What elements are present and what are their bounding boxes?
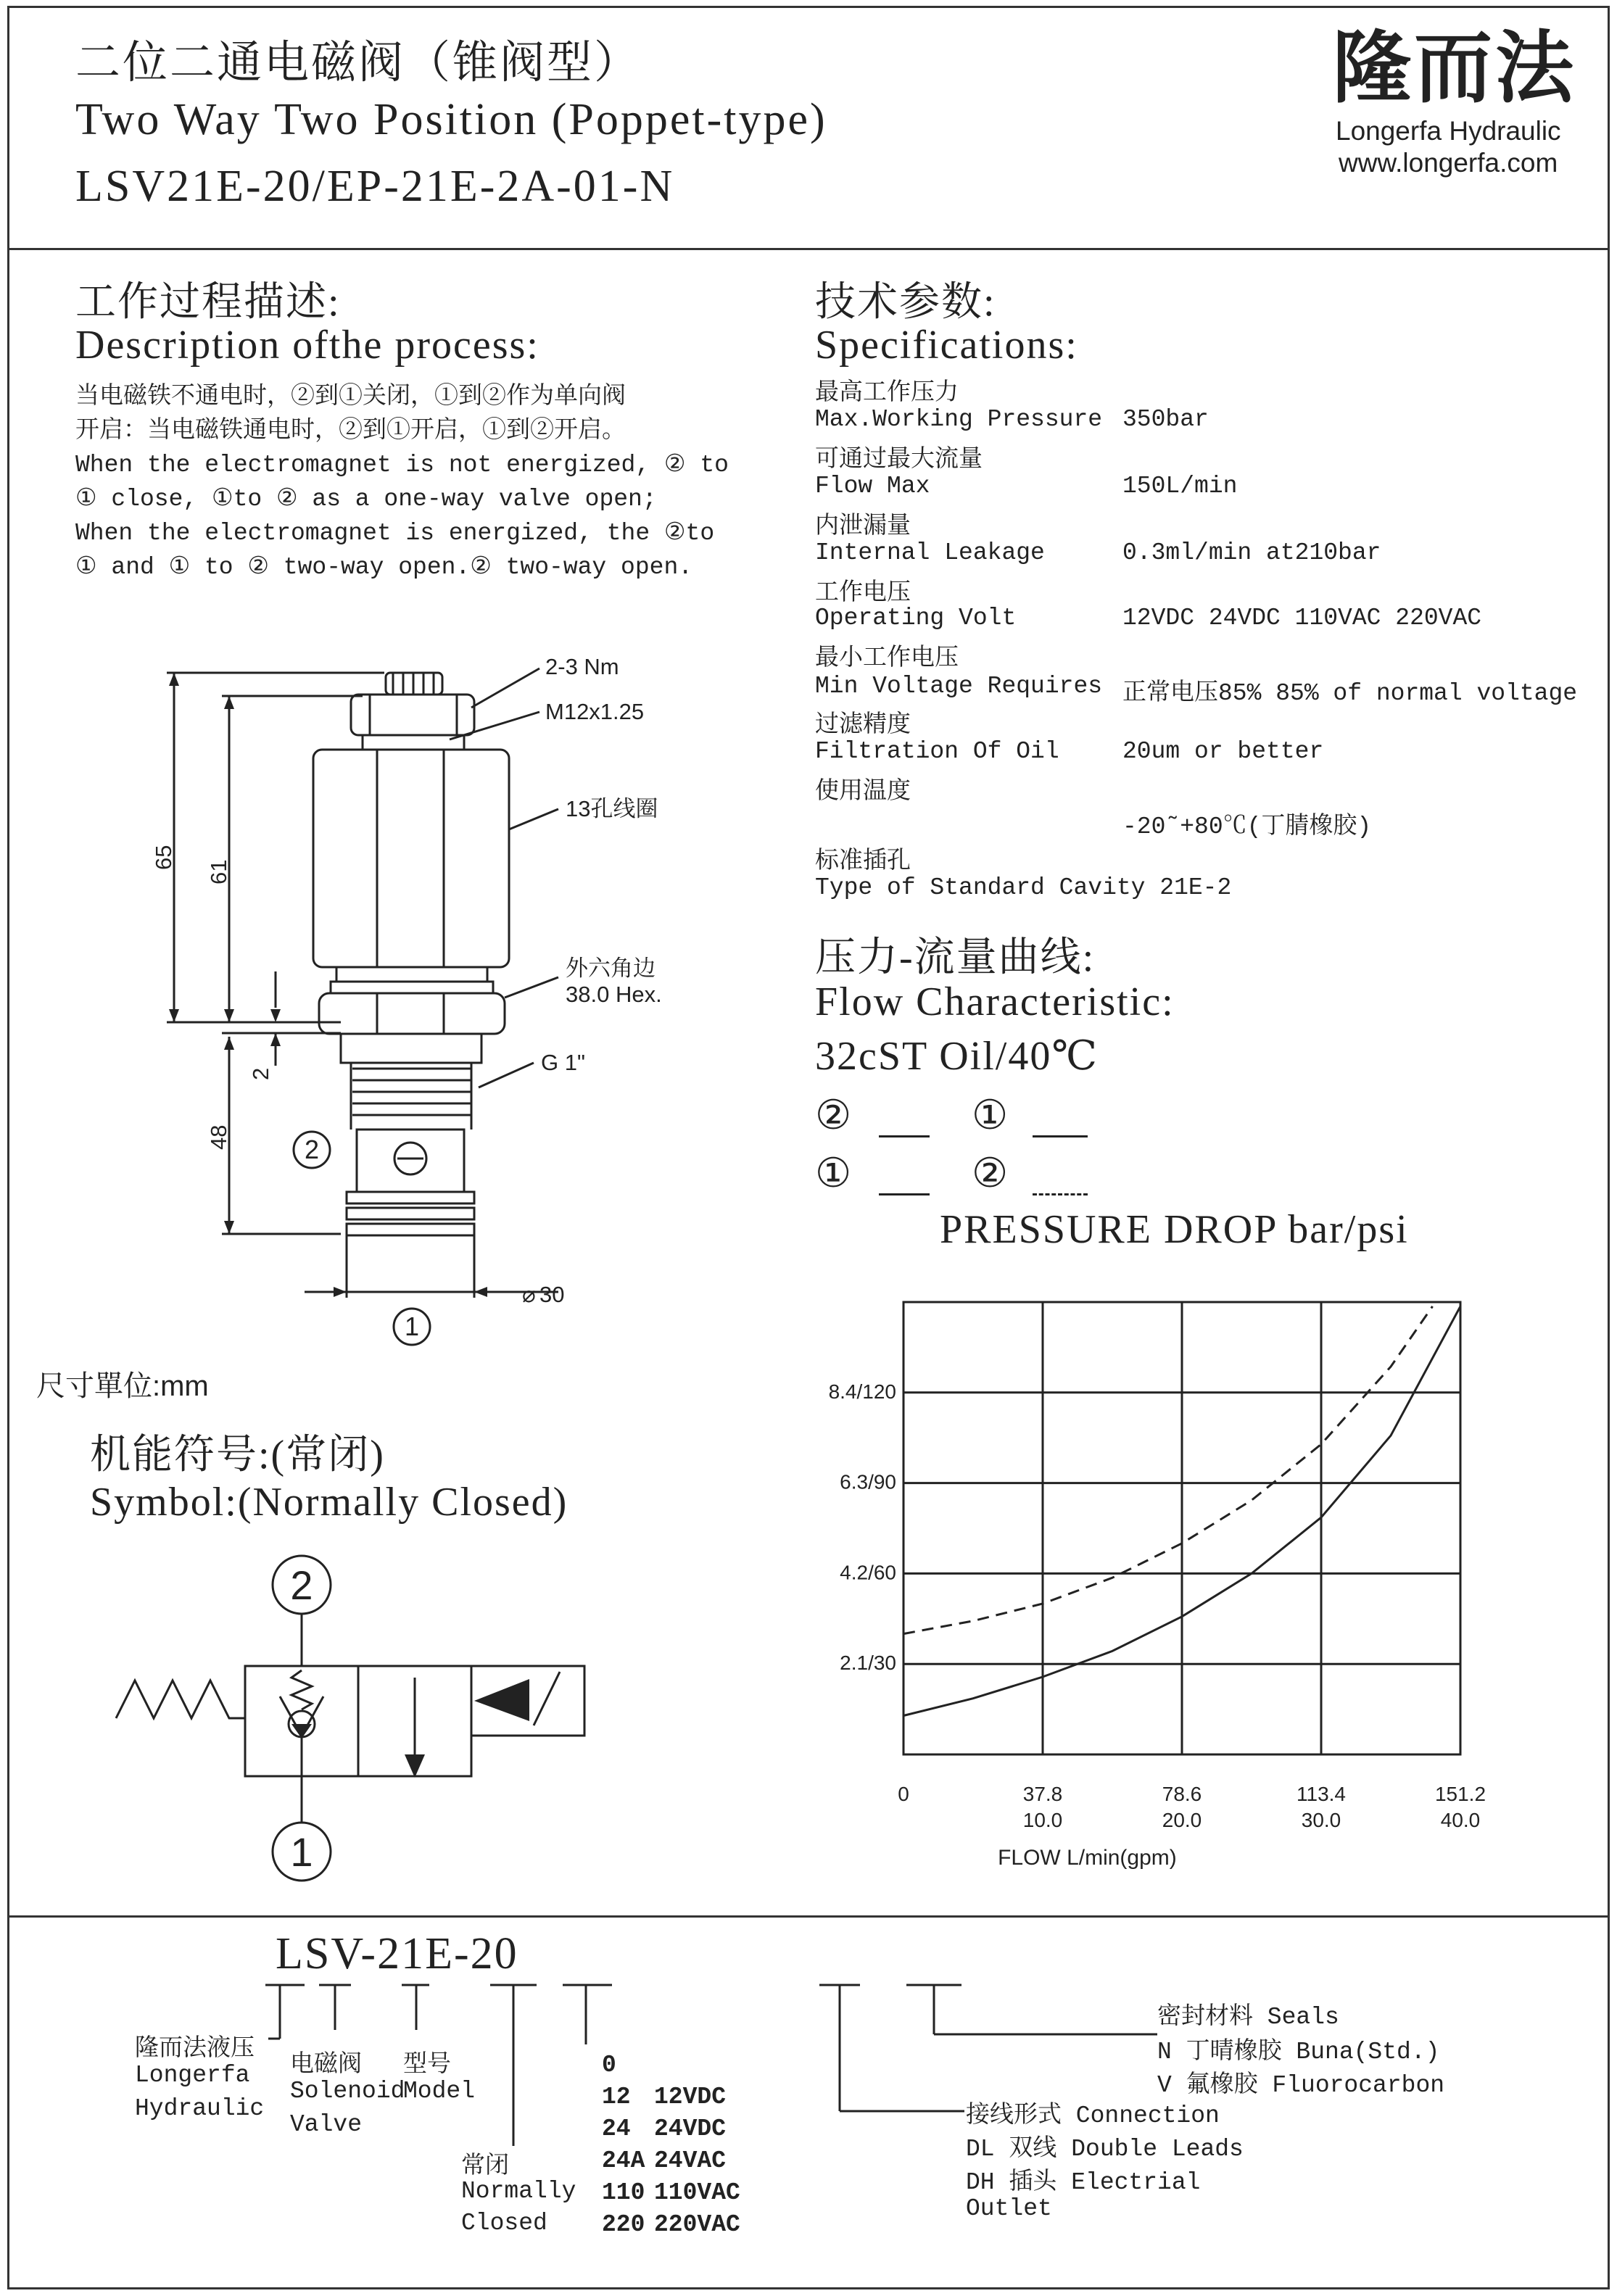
chart-y-tick: 8.4/120 [828, 1380, 896, 1403]
chart-x-tick-lpm: 151.2 [1434, 1783, 1486, 1805]
spec-cn: 使用温度 [815, 779, 911, 805]
solenoid-en-1: Solenoid [290, 2078, 405, 2105]
spec-value: 150L/min [1122, 473, 1238, 500]
solenoid-cn: 电磁阀 [290, 2052, 362, 2079]
spec-en: Internal Leakage [815, 539, 1045, 566]
spec-value: 350bar [1122, 406, 1209, 433]
description-line: ① and ① to ② two-way open.② two-way open. [75, 554, 693, 581]
spec-value: 12VDC 24VDC 110VAC 220VAC [1122, 605, 1482, 631]
label-diameter-symbol: ⌀ [522, 1282, 536, 1307]
label-port-thread: G 1" [541, 1050, 585, 1075]
logo-english: Longerfa Hydraulic [1336, 116, 1561, 146]
specs-heading-cn: 技术参数: [815, 280, 996, 325]
spec-value: 正常电压85% 85% of normal voltage [1122, 680, 1578, 707]
voltage-label: 12VDC [654, 2084, 727, 2110]
chart-x-tick-gpm: 10.0 [1022, 1809, 1063, 1831]
chart-x-tick-gpm: 40.0 [1440, 1809, 1481, 1831]
logo-chinese: 隆而法 [1333, 24, 1577, 112]
legend-solid-from: ② [815, 1093, 853, 1138]
voltage-code: 12 [602, 2084, 631, 2110]
cavity-cn: 标准插孔 [815, 848, 911, 875]
label-hex-cn: 外六角边 [566, 956, 656, 981]
legend-dashed-from: ① [815, 1151, 853, 1196]
header-divider [7, 248, 1610, 250]
legend-dashed-line-a [879, 1193, 930, 1195]
spec-value: -20˜+80℃(丁腈橡胶) [1122, 813, 1372, 840]
flow-heading-cn: 压力-流量曲线: [815, 935, 1096, 980]
symbol-port-1: 1 [290, 1829, 313, 1875]
hydraulic-symbol [102, 1544, 624, 1892]
seal-v: V 氟橡胶 Fluorocarbon [1157, 2072, 1445, 2099]
symbol-heading-cn: 机能符号:(常闭) [90, 1433, 385, 1478]
unit-note: 尺寸單位:mm [36, 1370, 209, 1402]
chart-x-tick-lpm: 113.4 [1297, 1783, 1346, 1805]
label-coil: 13孔线圈 [566, 796, 658, 821]
spec-en: Max.Working Pressure [815, 406, 1103, 433]
spec-cn: 工作电压 [815, 580, 911, 607]
brand-en-2: Hydraulic [135, 2095, 265, 2122]
model-cn: 型号 [403, 2052, 451, 2079]
brand-cn: 隆而法液压 [135, 2036, 255, 2063]
voltage-code: 0 [602, 2052, 616, 2079]
legend-solid-to: ① [972, 1093, 1010, 1138]
connection-dh: DH 插头 Electrial [966, 2169, 1201, 2196]
dim-65: 65 [151, 845, 176, 870]
spec-en: Filtration Of Oil [815, 738, 1059, 765]
description-heading-en: Description ofthe process: [75, 323, 539, 368]
nc-en-2: Closed [461, 2210, 547, 2237]
legend-solid-line-a [879, 1135, 930, 1137]
spec-en: Flow Max [815, 473, 930, 500]
connection-title: 接线形式 Connection [966, 2102, 1220, 2129]
model-en: Model [403, 2078, 476, 2105]
model-number: LSV21E-20/EP-21E-2A-01-N [75, 162, 675, 211]
chart-y-tick: 4.2/60 [840, 1561, 896, 1584]
legend-dashed-to: ② [972, 1151, 1010, 1196]
symbol-heading-en: Symbol:(Normally Closed) [90, 1480, 568, 1525]
port-2-label: 2 [304, 1135, 320, 1164]
cavity-en: Type of Standard Cavity 21E-2 [815, 874, 1232, 901]
chart-x-tick-gpm: 20.0 [1162, 1809, 1202, 1831]
description-line: When the electromagnet is energized, the ②to [75, 520, 715, 547]
label-thread: M12x1.25 [545, 699, 645, 724]
spec-cn: 过滤精度 [815, 712, 911, 739]
dim-2: 2 [248, 1067, 273, 1080]
label-torque: 2-3 Nm [545, 654, 619, 679]
description-line: ① close, ①to ② as a one-way valve open; [75, 486, 657, 513]
chart-y-tick: 6.3/90 [840, 1470, 896, 1493]
seals-title: 密封材料 Seals [1157, 2004, 1339, 2031]
chart-y-tick: 2.1/30 [840, 1651, 896, 1675]
spec-value: 0.3ml/min at210bar [1122, 539, 1381, 566]
label-diameter: 30 [539, 1282, 565, 1307]
spec-en: Operating Volt [815, 605, 1017, 631]
nc-en-1: Normally [461, 2178, 576, 2205]
voltage-code: 24A [602, 2147, 645, 2174]
flow-heading-en: Flow Characteristic: [815, 979, 1175, 1024]
spec-en: Min Voltage Requires [815, 673, 1103, 700]
description-line: 开启：当电磁铁通电时，②到①开启，①到②开启。 [75, 418, 626, 444]
spec-cn: 内泄漏量 [815, 513, 911, 540]
flow-oil: 32cST Oil/40℃ [815, 1034, 1099, 1079]
chart-x-tick-lpm: 78.6 [1162, 1783, 1202, 1805]
spec-cn: 可通过最大流量 [815, 447, 983, 473]
flow-chart [798, 1290, 1566, 1885]
voltage-label: 110VAC [654, 2179, 740, 2206]
title-english: Two Way Two Position (Poppet-type) [75, 95, 827, 144]
description-heading-cn: 工作过程描述: [75, 280, 341, 325]
spec-cn: 最小工作电压 [815, 645, 959, 672]
legend-solid-line-b [1033, 1135, 1088, 1137]
dim-61: 61 [206, 859, 231, 884]
voltage-code: 220 [602, 2211, 645, 2238]
spec-cn: 最高工作压力 [815, 380, 959, 407]
chart-series-dashed [903, 1306, 1433, 1634]
brand-en-1: Longerfa [135, 2062, 250, 2089]
legend-dashed-line-b [1033, 1193, 1088, 1195]
connection-dl: DL 双线 Double Leads [966, 2136, 1244, 2163]
description-line: When the electromagnet is not energized, ② to [75, 452, 729, 478]
label-hex-en: 38.0 Hex. [566, 982, 662, 1007]
dim-48: 48 [206, 1124, 231, 1150]
specs-heading-en: Specifications: [815, 323, 1078, 368]
voltage-label: 220VAC [654, 2211, 740, 2238]
valve-drawing [0, 631, 783, 1356]
voltage-label: 24VDC [654, 2115, 727, 2142]
symbol-port-2: 2 [290, 1562, 313, 1608]
chart-x-tick-lpm: 37.8 [1022, 1783, 1063, 1805]
footer-divider [7, 1915, 1610, 1918]
website: www.longerfa.com [1339, 148, 1558, 178]
port-1-label: 1 [404, 1311, 420, 1341]
chart-x-tick-gpm: 30.0 [1301, 1809, 1341, 1831]
chart-title: PRESSURE DROP bar/psi [940, 1207, 1409, 1252]
connection-outlet: Outlet [966, 2195, 1052, 2222]
chart-x-tick-lpm: 0 [898, 1783, 909, 1805]
solenoid-en-2: Valve [290, 2111, 363, 2138]
nc-cn: 常闭 [461, 2153, 509, 2180]
description-line: 当电磁铁不通电时，②到①关闭，①到②作为单向阀 [75, 384, 626, 410]
chart-x-label: FLOW L/min(gpm) [998, 1846, 1177, 1870]
voltage-label: 24VAC [654, 2147, 727, 2174]
voltage-code: 24 [602, 2115, 631, 2142]
title-chinese: 二位二通电磁阀（锥阀型） [75, 38, 642, 88]
order-code: LSV-21E-20 [276, 1929, 518, 1978]
seal-n: N 丁晴橡胶 Buna(Std.) [1157, 2039, 1440, 2065]
spec-value: 20um or better [1122, 738, 1324, 765]
voltage-code: 110 [602, 2179, 645, 2206]
